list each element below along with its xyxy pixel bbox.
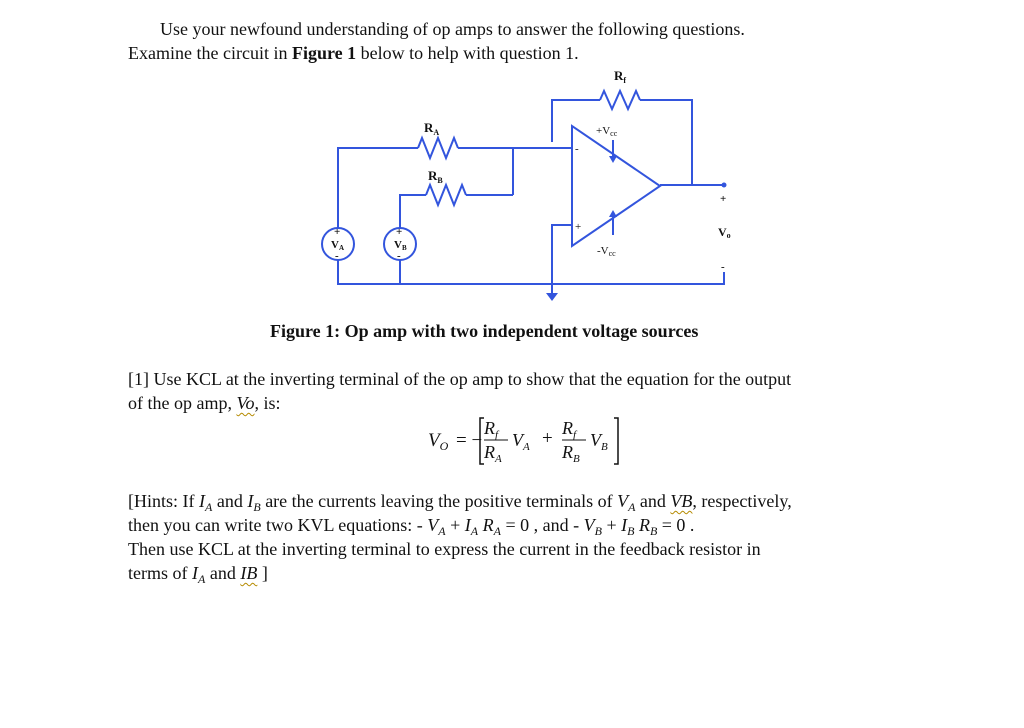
rf-label: $R_f$ [614,68,627,85]
eq-frac2-num: $R_f$ [562,418,577,441]
vb-label: VB [394,239,407,252]
rf-resistor [600,91,640,109]
hints-l4-b: and [205,563,241,583]
hints-l4-a: terms of [128,563,192,583]
intro-line-2-prefix: Examine the circuit in [128,43,292,63]
hints-eq1-r: $R_A$ [478,515,501,538]
hints-va: $V_A$ [617,491,636,514]
rb-resistor [426,185,466,205]
op-amp-triangle [572,126,660,246]
hints-ib: $I_B$ [247,491,261,514]
hints-l1-c: are the currents leaving the positive terminals of [260,491,618,511]
intro-line-1: Use your newfound understanding of op amps to answer the following questions. [160,19,745,39]
hints-eq2-i: $I_B$ [621,515,635,538]
hints-eq1-plus: + [445,515,465,535]
va-label: VA [331,239,345,252]
hints-line-3: Then use KCL at the inverting terminal to express the current in the feedback resistor in [128,539,761,559]
vb-plus-label: + [396,226,403,238]
hints-l2-a: then you can write two KVL equations: - [128,515,428,535]
vcc-arrow-icon [609,156,617,163]
hints-l1-d: and [635,491,671,511]
eq-lhs: $V_O$ [428,430,449,453]
va-minus-label: - [335,250,339,262]
ra-right-wire [458,148,513,195]
hints-vb: VB [670,491,693,511]
vo-plus-label: + [720,193,727,205]
question-1-line-1: [1] Use KCL at the inverting terminal of the op amp to show that the equation for the output [128,369,792,389]
noninverting-plus-label: + [575,221,582,233]
op-amp-circuit-diagram [300,60,760,310]
feedback-wire-right [640,100,692,185]
hints-eq2-plus: + [601,515,622,535]
hints-eq2-v: $V_B$ [583,515,602,538]
hints-eq1-i: $I_A$ [464,515,479,538]
figure-caption: Figure 1: Op amp with two independent voltage sources [270,321,699,341]
vo-label: Vo [718,225,731,240]
hints-l4-ib: IB [240,563,258,583]
eq-frac1-den: $R_A$ [484,442,502,465]
vo-variable: Vo [236,393,255,413]
hints-l4-c: ] [257,563,268,583]
feedback-wire-left [552,100,600,142]
hints-eq2-r: $R_B$ [634,515,658,538]
noninverting-input-wire [552,225,572,284]
output-equation [428,414,648,468]
eq-frac1-num: $R_f$ [484,418,499,441]
vo-minus-label: - [721,261,725,273]
va-top-wire [338,148,418,228]
vee-arrow-icon [609,210,617,217]
ground-rail [338,260,724,284]
figure-reference: Figure 1 [291,43,357,63]
va-plus-label: + [334,226,341,238]
hints-l4-ia: $I_A$ [191,563,206,586]
eq-term2: $V_B$ [590,430,608,453]
hints-l1-a: [Hints: If [128,491,199,511]
hints-ia: $I_A$ [199,491,213,514]
hints-l1-b: and [212,491,248,511]
ra-label: $R_A$ [424,120,440,137]
ra-resistor [418,138,458,158]
vcc-neg-label: -Vcc [597,245,616,258]
hints-eq1-v: $V_A$ [427,515,446,538]
eq-plus: + [542,428,553,449]
inverting-minus-label: - [575,143,579,155]
hints-line-4 [128,562,268,590]
eq-equals-minus: = − [456,430,483,451]
hints-eq1-end: = 0 , and - [500,515,584,535]
eq-term1: $V_A$ [512,430,530,453]
question-1-suffix: , is: [254,393,281,413]
vb-top-wire [400,195,426,228]
vcc-pos-label: +Vcc [596,125,618,138]
eq-right-bracket [614,418,618,464]
rb-label: $R_B$ [428,168,443,185]
hints-eq2-end: = 0 . [657,515,695,535]
ground-arrow-icon [546,293,558,301]
hints-l1-e: , respectively, [692,491,792,511]
vb-minus-label: - [397,250,401,262]
output-node [722,183,727,188]
eq-frac2-den: $R_B$ [562,442,580,465]
question-1-line-2 [128,392,281,414]
intro-line-2-suffix: below to help with question 1. [356,43,579,63]
question-1-prefix: of the op amp, [128,393,237,413]
